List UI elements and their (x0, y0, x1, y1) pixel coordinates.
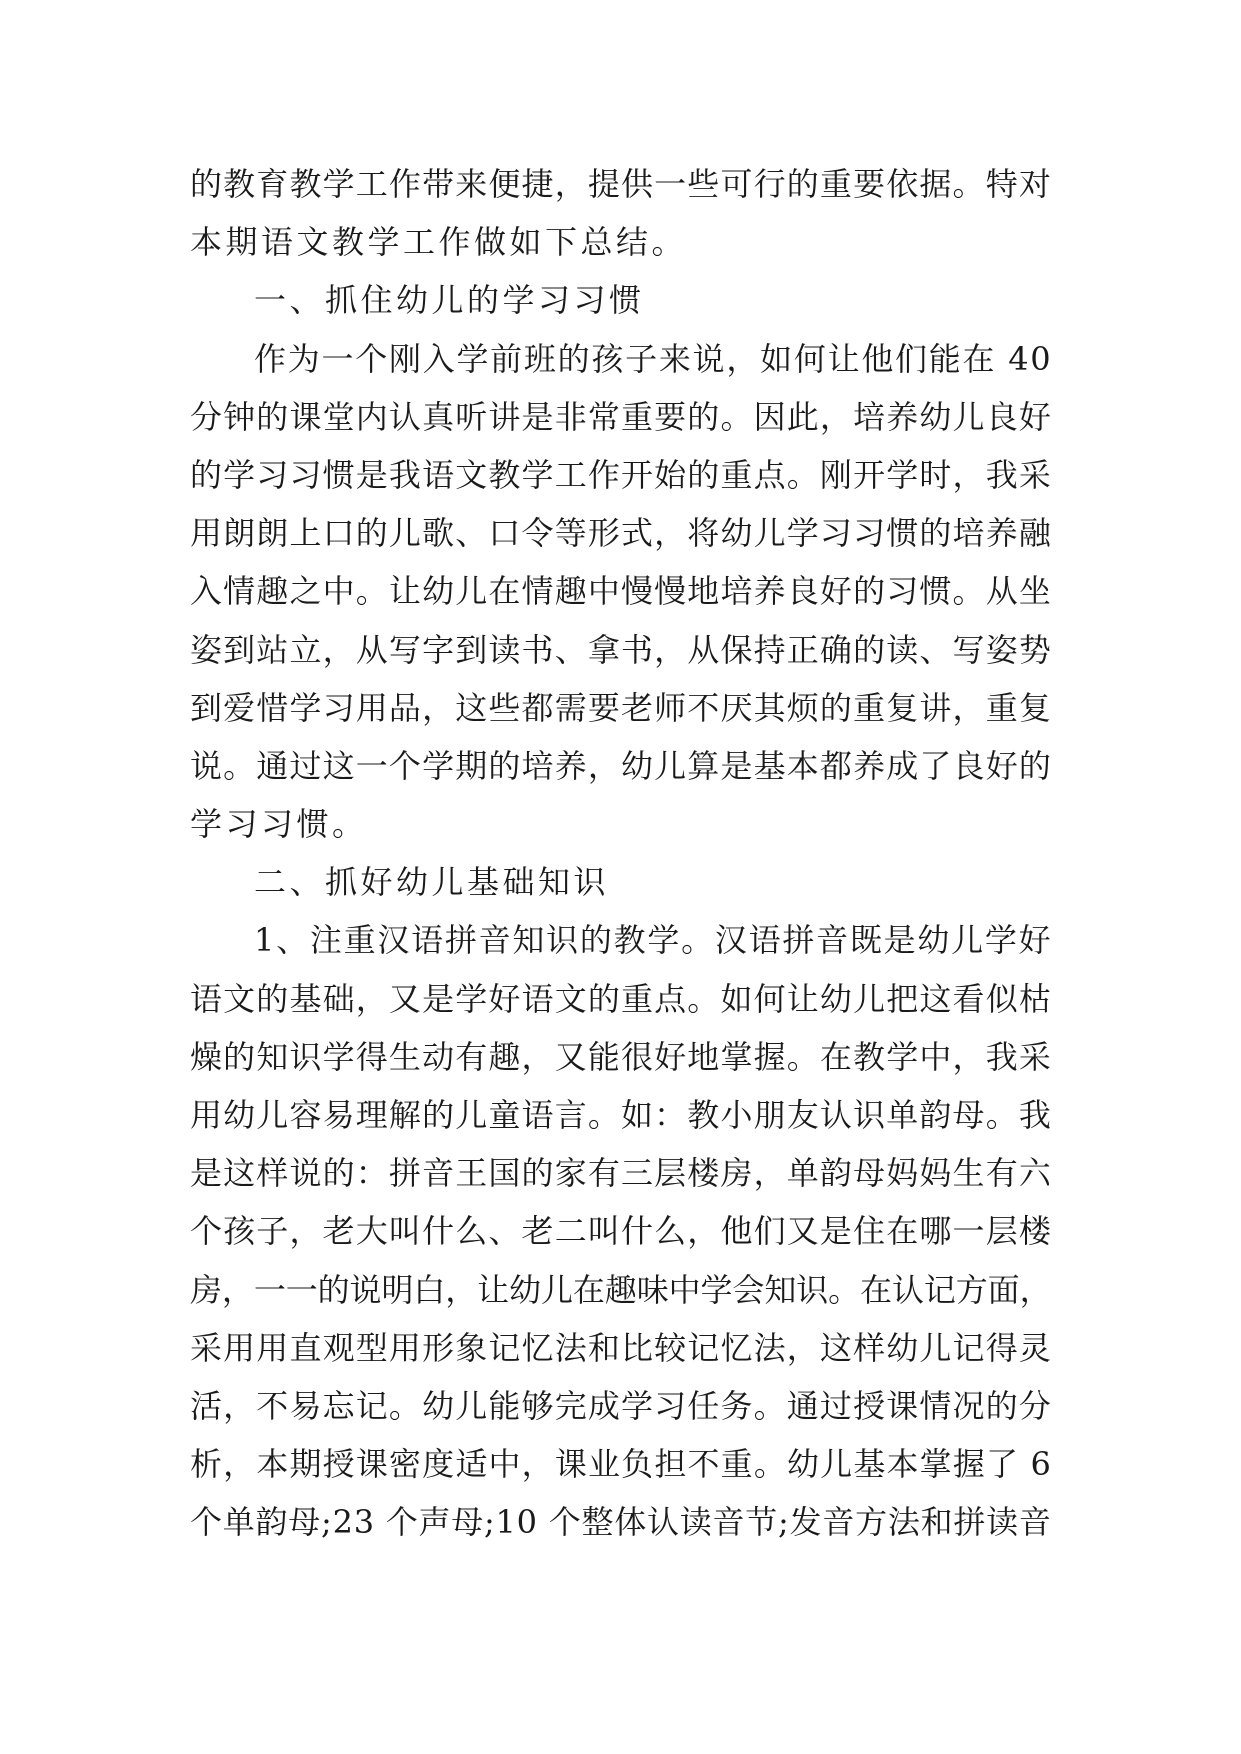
paragraph-line: 入情趣之中。让幼儿在情趣中慢慢地培养良好的习惯。从坐 (190, 572, 1053, 611)
body-text (190, 155, 1052, 1552)
paragraph-line: 个单韵母;23 个声母;10 个整体认读音节;发音方法和拼读音 (190, 1503, 1052, 1542)
paragraph-line: 学习习惯。 (190, 805, 368, 844)
paragraph-line: 析，本期授课密度适中，课业负担不重。幼儿基本掌握了 6 (190, 1445, 1053, 1484)
paragraph-line: 活，不易忘记。幼儿能够完成学习任务。通过授课情况的分 (190, 1386, 1053, 1425)
section-heading: 二、抓好幼儿基础知识 (254, 863, 610, 902)
section-heading: 一、抓住幼儿的学习习惯 (254, 281, 645, 320)
paragraph-line: 用朗朗上口的儿歌、口令等形式，将幼儿学习习惯的培养融 (190, 514, 1053, 553)
paragraph-line: 的学习习惯是我语文教学工作开始的重点。刚开学时，我采 (190, 455, 1053, 494)
paragraph-line: 是这样说的：拼音王国的家有三层楼房，单韵母妈妈生有六 (190, 1154, 1053, 1193)
paragraph-line: 房，一一的说明白，让幼儿在趣味中学会知识。在认记方面， (190, 1270, 1052, 1309)
paragraph-line: 分钟的课堂内认真听讲是非常重要的。因此，培养幼儿良好 (190, 397, 1053, 436)
paragraph-line: 本期语文教学工作做如下总结。 (190, 223, 688, 262)
paragraph-line: 1、注重汉语拼音知识的教学。汉语拼音既是幼儿学好 (254, 921, 1053, 960)
paragraph-line: 采用用直观型用形象记忆法和比较记忆法，这样幼儿记得灵 (190, 1328, 1053, 1367)
paragraph-line: 说。通过这一个学期的培养，幼儿算是基本都养成了良好的 (190, 746, 1053, 785)
paragraph-line: 的教育教学工作带来便捷，提供一些可行的重要依据。特对 (190, 165, 1053, 203)
paragraph-line: 语文的基础，又是学好语文的重点。如何让幼儿把这看似枯 (190, 979, 1053, 1018)
paragraph-line: 作为一个刚入学前班的孩子来说，如何让他们能在 40 (254, 339, 1053, 378)
paragraph-line: 个孩子，老大叫什么、老二叫什么，他们又是住在哪一层楼 (190, 1212, 1053, 1251)
paragraph-line: 燥的知识学得生动有趣，又能很好地掌握。在教学中，我采 (190, 1037, 1053, 1076)
paragraph-line: 用幼儿容易理解的儿童语言。如：教小朋友认识单韵母。我 (190, 1096, 1053, 1134)
paragraph-line: 到爱惜学习用品，这些都需要老师不厌其烦的重复讲，重复 (190, 688, 1053, 727)
paragraph-line: 姿到站立，从写字到读书、拿书，从保持正确的读、写姿势 (190, 630, 1053, 669)
